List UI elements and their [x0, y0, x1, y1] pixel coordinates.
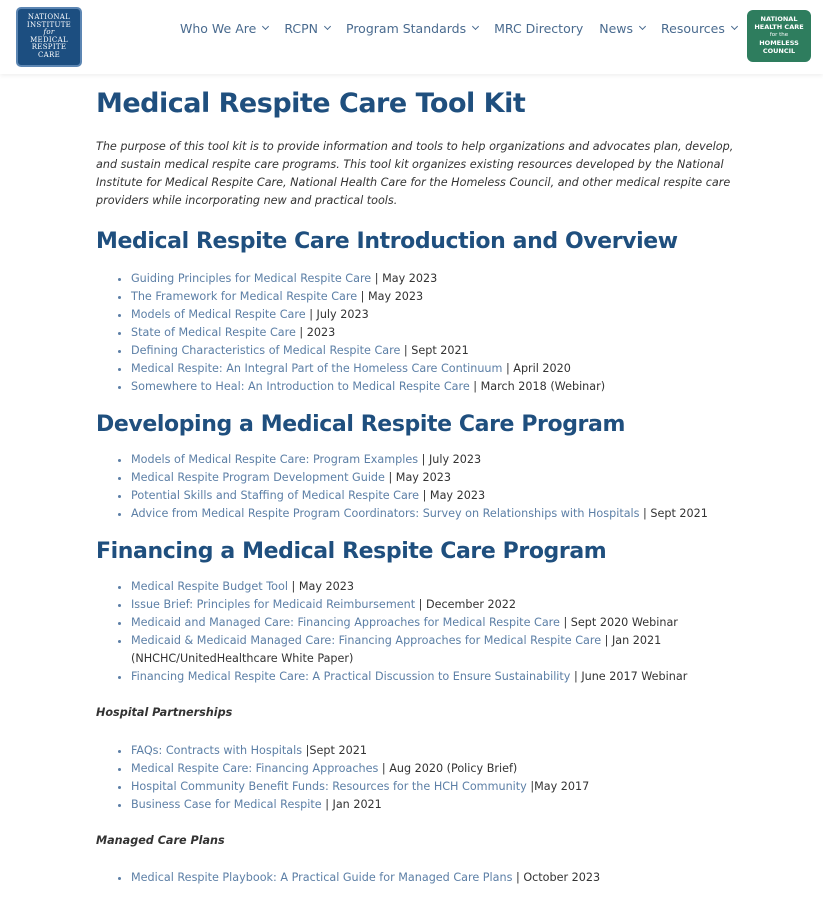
resource-meta: | May 2023	[371, 272, 438, 285]
logo-left-line: for	[43, 28, 55, 36]
financing-resource-list	[96, 578, 756, 686]
list-item	[131, 451, 756, 469]
hospital-resource-list	[96, 742, 756, 814]
list-item	[131, 469, 756, 487]
chevron-down-icon	[639, 23, 646, 30]
list-item	[131, 378, 756, 396]
main-nav	[180, 20, 753, 36]
logo-left-line: RESPITE	[31, 43, 67, 51]
list-item	[131, 869, 756, 887]
subheading-managed-care-plans: Managed Care Plans	[96, 834, 225, 847]
list-item	[131, 632, 756, 668]
resource-meta: | Sept 2021	[400, 344, 469, 357]
resource-meta: | December 2022	[415, 598, 517, 611]
list-item	[131, 614, 756, 632]
list-item	[131, 487, 756, 505]
resource-meta: | May 2023	[384, 471, 451, 484]
list-item	[131, 578, 756, 596]
resource-link[interactable]: Medicaid & Medicaid Managed Care: Financing Approaches for Medical Respite Care	[131, 634, 602, 647]
resource-link[interactable]: Medical Respite Care: Financing Approaches	[131, 762, 379, 775]
logo-right-line: NATIONAL	[760, 15, 798, 23]
list-item	[131, 270, 756, 288]
logo-right-line: COUNCIL	[762, 47, 796, 55]
intro-resource-list	[96, 270, 756, 396]
list-item	[131, 288, 756, 306]
resource-meta: | 2023	[295, 326, 336, 339]
logo-left-line: INSTITUTE	[26, 20, 72, 29]
section-heading-financing: Financing a Medical Respite Care Program	[96, 539, 607, 564]
list-item	[131, 306, 756, 324]
developing-resource-list	[96, 451, 756, 523]
resource-meta: | Sept 2021	[639, 507, 708, 520]
resource-link[interactable]: The Framework for Medical Respite Care	[131, 290, 358, 303]
chevron-down-icon	[324, 23, 331, 30]
nav-who-we-are[interactable]	[180, 21, 268, 36]
nav-resources[interactable]	[661, 21, 737, 36]
resource-meta: |May 2017	[526, 780, 590, 793]
list-item	[131, 796, 756, 814]
main-content	[96, 84, 756, 887]
managed-care-resource-list	[96, 869, 756, 887]
logo-left-line: MEDICAL	[30, 35, 68, 44]
resource-meta: | June 2017 Webinar	[570, 670, 688, 683]
nhchc-logo[interactable]	[747, 10, 811, 62]
resource-meta: | May 2023	[287, 580, 355, 593]
site-header	[0, 0, 823, 74]
resource-link[interactable]: Medical Respite Program Development Guide	[131, 471, 385, 484]
resource-link[interactable]: Defining Characteristics of Medical Respite Care	[131, 344, 401, 357]
resource-link[interactable]: Business Case for Medical Respite	[131, 798, 322, 811]
list-item	[131, 596, 756, 614]
list-item	[131, 505, 756, 523]
resource-link[interactable]: Hospital Community Benefit Funds: Resources for the HCH Community	[131, 780, 527, 793]
chevron-down-icon	[731, 23, 738, 30]
resource-meta: | Sept 2020 Webinar	[559, 616, 678, 629]
nav-label: Program Standards	[346, 20, 467, 36]
resource-meta: | July 2023	[305, 308, 369, 321]
resource-link[interactable]: Financing Medical Respite Care: A Practical Discussion to Ensure Sustainability	[131, 670, 571, 683]
chevron-down-icon	[262, 23, 269, 30]
logo-left-line: CARE	[38, 50, 60, 59]
nav-label: RCPN	[284, 20, 318, 36]
resource-meta: | May 2023	[357, 290, 424, 303]
list-item	[131, 324, 756, 342]
logo-left-line: NATIONAL	[27, 13, 71, 21]
resource-meta: | March 2018 (Webinar)	[469, 380, 606, 393]
resource-link[interactable]: Issue Brief: Principles for Medicaid Reimbursement	[131, 598, 416, 611]
resource-link[interactable]: Medical Respite: An Integral Part of the Homeless Care Continuum	[131, 362, 503, 375]
list-item	[131, 668, 756, 686]
nav-rcpn[interactable]	[284, 21, 330, 36]
resource-link[interactable]: Potential Skills and Staffing of Medical Respite Care	[131, 489, 420, 502]
resource-meta: | May 2023	[419, 489, 486, 502]
nav-program-standards[interactable]	[346, 21, 478, 36]
resource-link[interactable]: Guiding Principles for Medical Respite Care	[131, 272, 372, 285]
section-heading-developing: Developing a Medical Respite Care Program	[96, 412, 625, 437]
resource-link[interactable]: Medical Respite Playbook: A Practical Guide for Managed Care Plans	[131, 871, 513, 884]
list-item	[131, 360, 756, 378]
resource-link[interactable]: Models of Medical Respite Care: Program Examples	[131, 453, 419, 466]
subheading-hospital-partnerships: Hospital Partnerships	[96, 706, 233, 719]
resource-meta: | Jan 2021 (NHCHC/UnitedHealthcare White Paper)	[131, 634, 662, 665]
resource-meta: |Sept 2021	[302, 744, 367, 757]
list-item	[131, 342, 756, 360]
resource-link[interactable]: Medicaid and Managed Care: Financing Approaches for Medical Respite Care	[131, 616, 560, 629]
resource-meta: | July 2023	[418, 453, 482, 466]
resource-link[interactable]: Medical Respite Budget Tool	[131, 580, 288, 593]
list-item	[131, 778, 756, 796]
resource-link[interactable]: Somewhere to Heal: An Introduction to Medical Respite Care	[131, 380, 470, 393]
resource-link[interactable]: FAQs: Contracts with Hospitals	[131, 744, 303, 757]
resource-meta: | April 2020	[502, 362, 571, 375]
list-item	[131, 742, 756, 760]
list-item	[131, 760, 756, 778]
resource-link[interactable]: Advice from Medical Respite Program Coordinators: Survey on Relationships with Hospitals	[131, 507, 640, 520]
nav-label: Who We Are	[180, 20, 257, 36]
nav-label: MRC Directory	[494, 20, 584, 36]
nav-label: News	[599, 20, 634, 36]
logo-right-line: HOMELESS	[759, 39, 799, 47]
logo-right-line: for the	[769, 32, 789, 38]
page-title: Medical Respite Care Tool Kit	[96, 88, 526, 119]
resource-meta: | Aug 2020 (Policy Brief)	[378, 762, 518, 775]
resource-meta: | October 2023	[512, 871, 601, 884]
resource-meta: | Jan 2021	[321, 798, 382, 811]
resource-link[interactable]: Models of Medical Respite Care	[131, 308, 306, 321]
resource-link[interactable]: State of Medical Respite Care	[131, 326, 296, 339]
logo-right-line: HEALTH CARE	[754, 23, 804, 31]
nav-mrc-directory[interactable]	[494, 21, 583, 36]
nav-news[interactable]	[599, 21, 645, 36]
chevron-down-icon	[472, 23, 479, 30]
nav-label: Resources	[661, 20, 725, 36]
intro-paragraph: The purpose of this tool kit is to provide information and tools to help organizations and advocates plan, develop, and sustain medical respite care programs. This tool kit organizes existing resources developed by the National Institute for Medical Respite Care, National Health Care for the Homeless Council, and other medical respite care providers while incorporating new and practical tools.	[96, 140, 734, 207]
nimrc-logo[interactable]	[16, 7, 82, 67]
section-heading-intro: Medical Respite Care Introduction and Overview	[96, 229, 678, 254]
